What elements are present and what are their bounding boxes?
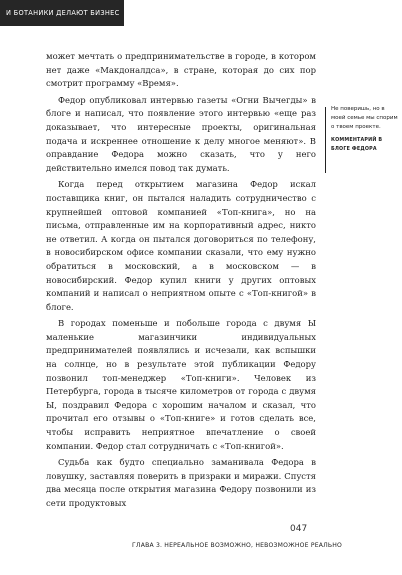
margin-note-rule bbox=[325, 107, 326, 173]
margin-note-caption: КОММЕНТАРИЙ В БЛОГЕ ФЕДОРА bbox=[331, 138, 383, 152]
running-title: И БОТАНИКИ ДЕЛАЮТ БИЗНЕС bbox=[6, 9, 120, 17]
margin-note-text: Не поверишь, но в моей семье мы спорим о твоем проекте. bbox=[331, 106, 398, 130]
paragraph: Федор опубликовал интервью газеты «Огни Вычегды» в блоге и написал, что появление этого интервью «еще раз доказывает, что интересные проекты, оригинальная подача и искреннее отношение к делу многое меняют». В оправдание Федора можно сказать, что у него действительно имелся повод так думать. bbox=[46, 94, 316, 173]
margin-note bbox=[331, 105, 399, 154]
paragraph: Судьба как будто специально заманивала Федора в ловушку, заставляя поверить в призраки и миражи. Спустя два месяца после открытия магазина Федору позвонили из сети продуктовых bbox=[46, 457, 316, 508]
paragraph: В городах поменьше и побольше города с двумя Ы маленькие магазинчики индивидуальных предпринимателей появлялись и исчезали, как вспышки на солнце, но в результате этой публикации Федору позвонил топ-менеджер «Топ-книги». Человек из Петербурга, города в тысяче километров от города с двумя Ы, поздравил Федора с хорошим началом и сказал, что прочитал его отзывы о «Топ-книге» и готов сделать все, чтобы исправить неприятное впечатление о своей компании. Федор стал сотрудничать с «Топ-книгой». bbox=[46, 318, 316, 451]
paragraph: Когда перед открытием магазина Федор искал поставщика книг, он пытался наладить сотрудничество с крупнейшей оптовой компанией «Топ-книга», но на письма, отправленные им на корпоративный адрес, никто не ответил. А когда он пытался договориться по телефону, в новосибирском офисе компании сказали, что ему нужно обратиться в московский, а в московском — в новосибирский. Федор купил книги у других оптовых компаний и написал о неприятном опыте с «Топ-книгой» в блоге. bbox=[46, 179, 316, 312]
chapter-footer: ГЛАВА 3. НЕРЕАЛЬНОЕ ВОЗМОЖНО, НЕВОЗМОЖНОЕ РЕАЛЬНО bbox=[132, 542, 343, 549]
paragraph: может мечтать о предпринимательстве в городе, в котором нет даже «Макдоналдса», в стране, которая до сих пор смотрит программу «Время». bbox=[46, 51, 316, 89]
main-text bbox=[46, 50, 316, 514]
running-header bbox=[0, 0, 124, 26]
page-number: 047 bbox=[290, 524, 308, 534]
